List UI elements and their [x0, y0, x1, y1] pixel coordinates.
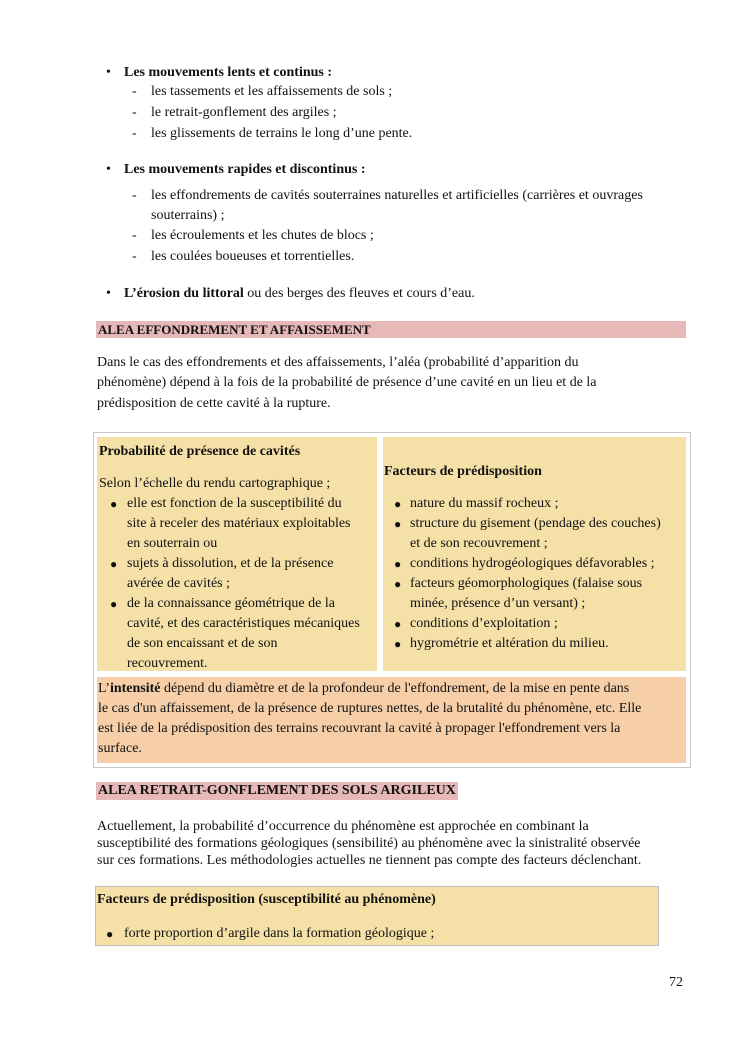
intensity-line: le cas d'un affaissement, de la présence de ruptures nettes, de la brutalité du phénomène, etc. Elle	[98, 701, 642, 716]
paragraph-line: sur ces formations. Les méthodologies actuelles ne tiennent pas compte des facteurs déclenchant.	[97, 853, 642, 868]
cell-title: Facteurs de prédisposition	[384, 464, 542, 479]
bullet-icon: ●	[110, 497, 118, 511]
intensity-line: est liée de la prédisposition des terrains recouvrant la cavité à propager l'effondrement vers la	[98, 721, 621, 736]
paragraph-line: Dans le cas des effondrements et des affaissements, l’aléa (probabilité d’apparition du	[97, 355, 579, 370]
table-cell-probability	[97, 437, 377, 671]
intensity-rest: dépend du diamètre et de la profondeur de l'effondrement, de la mise en pente dans	[160, 681, 630, 696]
section2-title: Les mouvements rapides et discontinus :	[124, 162, 366, 177]
section3-bold: L’érosion du littoral	[124, 286, 244, 301]
cell-intro: Selon l’échelle du rendu cartographique ;	[99, 476, 331, 491]
paragraph-line: phénomène) dépend à la fois de la probabilité de présence d’une cavité en un lieu et de la	[97, 375, 597, 390]
list-item: hygrométrie et altération du milieu.	[410, 636, 609, 651]
paragraph-line: susceptibilité des formations géologiques (sensibilité) au phénomène avec la sinistralité observée	[97, 836, 641, 851]
list-item: conditions hydrogéologiques défavorables ;	[410, 556, 655, 571]
clay-predisposition-table	[95, 886, 659, 946]
section3-text	[124, 284, 475, 304]
bullet-icon: ●	[394, 557, 402, 571]
intensity-prefix: L’	[98, 681, 110, 696]
list-item: les glissements de terrains le long d’une pente.	[151, 126, 413, 141]
bullet-icon: •	[106, 286, 111, 301]
alea2-heading: ALEA RETRAIT-GONFLEMENT DES SOLS ARGILEUX	[98, 783, 456, 798]
bullet-icon: ●	[394, 577, 402, 591]
section3-rest: ou des berges des fleuves et cours d’eau.	[243, 286, 475, 301]
dash-icon: -	[132, 105, 137, 120]
dash-icon: -	[132, 188, 137, 203]
list-item: elle est fonction de la susceptibilité du	[127, 496, 342, 511]
list-item: forte proportion d’argile dans la formation géologique ;	[124, 926, 435, 941]
intensity-bold: intensité	[109, 681, 161, 696]
list-item: les écroulements et les chutes de blocs ;	[151, 228, 374, 243]
dash-icon: -	[132, 126, 137, 141]
bullet-icon: ●	[110, 597, 118, 611]
paragraph-line: Actuellement, la probabilité d’occurrence du phénomène est approchée en combinant la	[97, 819, 589, 834]
dash-icon: -	[132, 84, 137, 99]
list-item-continued: avérée de cavités ;	[127, 576, 230, 591]
list-item: facteurs géomorphologiques (falaise sous	[410, 576, 643, 591]
bullet-icon: ●	[394, 497, 402, 511]
list-item: les tassements et les affaissements de sols ;	[151, 84, 393, 99]
cell-title: Facteurs de prédisposition (susceptibilité au phénomène)	[97, 892, 436, 907]
intensity-line: surface.	[98, 741, 142, 756]
dash-icon: -	[132, 249, 137, 264]
bullet-icon: ●	[110, 557, 118, 571]
list-item: nature du massif rocheux ;	[410, 496, 559, 511]
bullet-icon: •	[106, 65, 111, 80]
list-item: les coulées boueuses et torrentielles.	[151, 249, 355, 264]
list-item-continued: recouvrement.	[127, 656, 208, 671]
paragraph-line: prédisposition de cette cavité à la rupture.	[97, 396, 331, 411]
cavity-table	[93, 432, 691, 768]
list-item: sujets à dissolution, et de la présence	[127, 556, 334, 571]
table-cell-intensity	[97, 677, 686, 763]
list-item: le retrait-gonflement des argiles ;	[151, 105, 337, 120]
list-item-continued: de son encaissant et de son	[127, 636, 278, 651]
page-number: 72	[669, 975, 683, 990]
dash-icon: -	[132, 228, 137, 243]
section1-title: Les mouvements lents et continus :	[124, 65, 333, 80]
bullet-icon: ●	[394, 617, 402, 631]
bullet-icon: ●	[394, 637, 402, 651]
list-item-continued: minée, présence d’un versant) ;	[410, 596, 586, 611]
list-item: conditions d’exploitation ;	[410, 616, 558, 631]
bullet-icon: •	[106, 162, 111, 177]
cell-title: Probabilité de présence de cavités	[99, 444, 301, 459]
list-item: de la connaissance géométrique de la	[127, 596, 335, 611]
bullet-icon: ●	[394, 517, 402, 531]
alea1-heading: ALEA EFFONDREMENT ET AFFAISSEMENT	[96, 321, 686, 338]
list-item-continued: site à receler des matériaux exploitables	[127, 516, 351, 531]
list-item-continued: souterrains) ;	[151, 208, 225, 223]
bullet-icon: ●	[106, 927, 114, 941]
table-cell-predisposition	[383, 437, 686, 671]
list-item-continued: en souterrain ou	[127, 536, 218, 551]
list-item-continued: cavité, et des caractéristiques mécaniques	[127, 616, 360, 631]
list-item: structure du gisement (pendage des couches)	[410, 516, 661, 531]
intensity-line	[98, 679, 629, 699]
list-item: les effondrements de cavités souterraines naturelles et artificielles (carrières et ouvrages	[151, 188, 643, 203]
list-item-continued: et de son recouvrement ;	[410, 536, 548, 551]
